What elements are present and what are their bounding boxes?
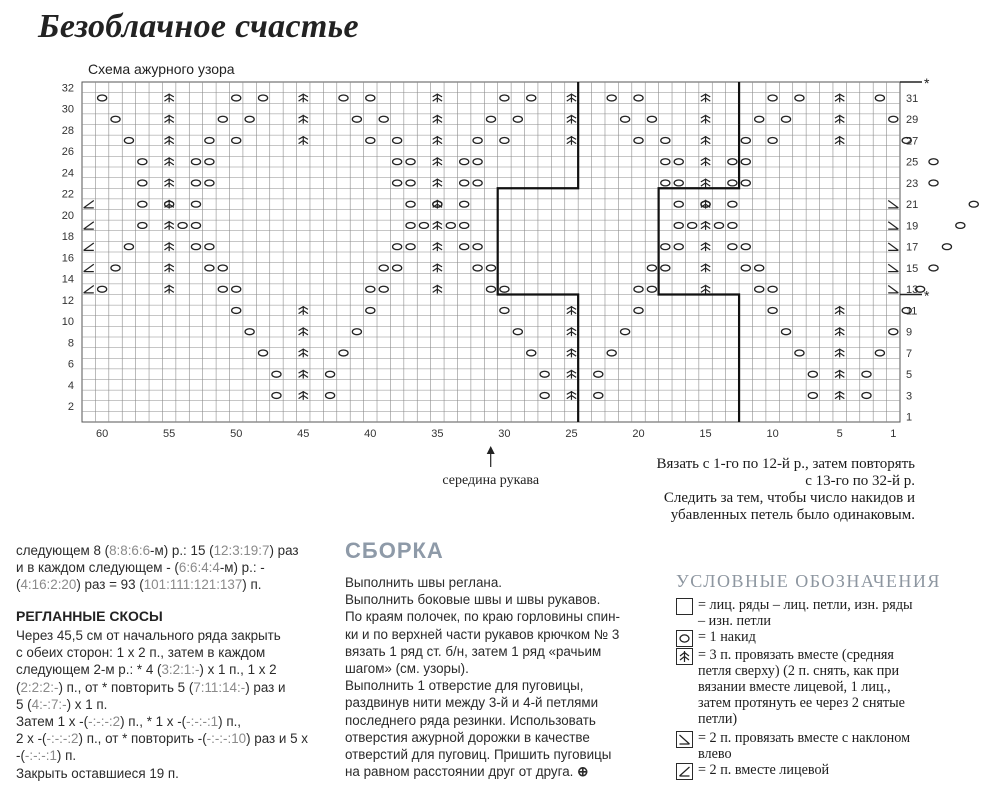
right-slant-icon [676,763,693,780]
text-segment: ) раз и [245,679,286,695]
instruction-line: Вязать с 1-го по 12-й р., затем повторять [656,456,915,472]
assembly-line: вязать 1 ряд ст. б/н, затем 1 ряд «рачьим [345,643,602,659]
legend-line: = лиц. ряды – лиц. петли, изн. ряды [698,597,913,613]
row-label-right: 25 [906,156,919,169]
yarn-over-mark [956,222,965,228]
repeat-marker: * [924,75,930,91]
row-label-left: 20 [61,209,74,222]
row-label-right: 17 [906,241,919,254]
text-segment: ) п. [242,577,262,593]
assembly-text [345,574,665,780]
row-label-right: 11 [906,305,918,318]
decrease-text [16,542,326,594]
sleeve-middle-label: середина рукава [442,473,540,488]
assembly-line: последнего ряда резинки. Использовать [345,712,596,728]
size-variant-value: -:-:-:1 [24,748,57,764]
empty-square-icon [676,598,693,615]
text-segment: следующем 8 ( [16,543,110,558]
column-label: 25 [565,428,578,440]
left-slant-icon [676,731,693,748]
row-label-left: 28 [61,124,74,137]
row-label-left: 26 [61,146,74,159]
instruction-line: убавленных петель было одинаковым. [670,507,915,523]
text-line [16,713,336,730]
legend-line: = 2 п. провязать вместе с наклоном [698,730,911,746]
text-line [16,644,336,661]
yarn-over-mark [942,244,951,250]
legend-line: – изн. петли [698,613,771,629]
assembly-title: СБОРКА [345,538,444,563]
text-line [16,696,336,713]
size-variant-value: 8:8:6:6 [109,543,151,558]
row-label-right: 7 [906,347,913,360]
size-variant-value: 101:111:121:137 [143,577,243,593]
row-label-right: 15 [906,262,919,275]
row-label-right: 5 [906,369,913,382]
column-label: 10 [766,428,779,440]
text-segment: ( [16,679,21,695]
text-segment: ) раз [269,543,299,558]
instruction-line: Следить за тем, чтобы число накидов и [663,490,915,506]
assembly-line: на равном расстоянии друг от друга. ⊕ [345,764,589,780]
assembly-line: ки и по верхней части рукавов крючком № 3 [345,626,620,642]
sleeve-middle-arrowhead [487,446,495,454]
row-label-left: 6 [67,358,74,371]
legend-line: затем протянуть ее через 2 снятые [698,695,905,711]
row-label-left: 14 [61,273,74,286]
chart-instructions [560,456,915,524]
text-segment: ) п. [56,748,77,764]
text-segment: 5 ( [16,696,32,712]
row-label-right: 23 [906,177,919,190]
row-label-left: 18 [61,231,74,244]
text-segment: Закрыть оставшиеся 19 п. [16,765,179,781]
row-label-left: 8 [67,337,74,350]
text-segment: 2 х -( [16,731,47,747]
row-label-left: 24 [61,167,74,180]
text-line [16,559,326,576]
legend-text [698,629,983,645]
legend-text [698,762,983,778]
row-label-right: 29 [906,114,919,127]
page-title: Безоблачное счастье [38,8,359,45]
text-segment: ) п., [218,714,242,730]
text-line [16,679,336,696]
yarn-over-mark [929,159,938,165]
size-variant-value: 2:2:2:- [20,679,59,695]
row-label-left: 10 [61,316,74,329]
row-label-left: 2 [67,401,74,414]
row-label-right: 1 [906,411,913,424]
text-segment: и в каждом следующем - ( [16,560,179,576]
legend-line: = 3 п. провязать вместе (средняя [698,647,894,663]
size-variant-value: 12:3:19:7 [213,543,270,558]
legend-text [698,730,983,762]
row-label-left: 4 [67,379,74,392]
raglan-heading: РЕГЛАННЫЕ СКОСЫ [16,608,163,624]
column-label: 15 [699,428,712,440]
text-segment: ( [16,577,21,593]
text-line [16,765,336,782]
row-label-right: 13 [906,284,919,297]
column-label: 60 [95,428,109,440]
row-label-left: 12 [61,294,74,307]
text-segment: ) п., от * повторить 5 ( [58,679,194,695]
legend-text [698,647,983,727]
text-line [16,661,336,678]
assembly-line: Выполнить боковые швы и швы рукавов. [345,592,601,608]
assembly-line: Выполнить швы реглана. [345,575,502,590]
legend-line: петля сверху) (2 п. снять, как при [698,663,900,679]
text-line [16,576,326,593]
text-segment: следующем 2-м р.: * 4 ( [16,662,162,678]
legend-line: влево [698,746,732,762]
text-line [16,730,336,747]
yarn-over-mark [929,180,938,186]
row-label-right: 9 [906,326,913,339]
text-segment: ) раз = 93 ( [76,577,144,593]
text-line [16,542,326,559]
row-label-left: 32 [61,82,74,95]
size-variant-value: 4:-:7:- [31,696,67,712]
row-label-right: 21 [906,199,919,212]
row-label-left: 30 [61,103,74,116]
yarn-over-mark [969,201,978,207]
legend-line: = 1 накид [698,629,756,645]
legend-line: петли) [698,711,738,727]
row-label-left: 22 [61,188,74,201]
yarn-over-icon [676,630,693,647]
column-label: 5 [836,428,843,440]
repeat-marker: * [924,287,930,304]
text-line [16,747,336,764]
text-segment: ) х 1 п. [66,696,108,712]
column-label: 50 [230,428,243,440]
assembly-line: По краям полочек, по краю горловины спин- [345,609,620,625]
assembly-line: отверстия ажурной дорожки в качестве [345,729,590,745]
text-segment: ) п., от * повторить -( [78,731,207,747]
column-label: 40 [364,428,377,440]
text-segment: -м) р.: 15 ( [150,543,214,558]
column-label: 45 [297,428,310,440]
assembly-line: отверстий для пуговиц. Пришить пуговицы [345,747,612,763]
legend-line: = 2 п. вместе лицевой [698,762,830,778]
size-variant-value: 4:16:2:20 [20,577,77,593]
assembly-line: шагом» (см. узоры). [345,661,469,677]
row-label-right: 31 [906,92,919,105]
row-label-right: 3 [906,390,913,403]
chart-caption: Схема ажурного узора [88,61,235,77]
legend-text [698,597,983,629]
text-segment: Затем 1 х -( [16,714,89,730]
size-variant-value: 7:11:14:- [193,679,246,695]
row-label-left: 16 [61,252,74,265]
assembly-line: раздвинув нити между 3-й и 4-й петлями [345,695,599,711]
size-variant-value: 3:2:1:- [161,662,200,678]
column-label: 35 [431,428,444,440]
column-label: 1 [890,428,897,440]
text-segment: ) раз и 5 х [246,731,308,747]
text-segment: Через 45,5 см от начального ряда закрыть [16,628,281,643]
text-segment: с обеих сторон: 1 х 2 п., затем в каждом [16,645,266,661]
row-label-right: 27 [906,135,919,148]
legend-line: вязании вместе лицевой, 1 лиц., [698,679,891,695]
size-variant-value: -:-:-:2 [88,714,121,730]
three-together-icon [676,648,693,665]
yarn-over-mark [929,265,938,271]
column-label: 20 [632,428,645,440]
size-variant-value: 6:6:4:4 [178,560,220,576]
legend-title: УСЛОВНЫЕ ОБОЗНАЧЕНИЯ [676,571,941,591]
text-segment: ) п., * 1 х -( [120,714,187,730]
raglan-text [16,627,336,782]
column-label: 30 [498,428,511,440]
text-line [16,627,336,644]
text-segment: -м) р.: - [219,560,265,576]
assembly-line: Выполнить 1 отверстие для пуговицы, [345,678,584,694]
row-label-right: 19 [906,220,919,233]
text-segment: ) х 1 п., 1 х 2 [199,662,277,678]
size-variant-value: -:-:-:2 [46,731,79,747]
size-variant-value: -:-:-:1 [186,714,219,730]
button-symbol-icon: ⊕ [573,764,589,780]
column-label: 55 [163,428,176,440]
size-variant-value: -:-:-:10 [206,731,247,747]
text-segment: -( [16,748,25,764]
instruction-line: с 13-го по 32-й р. [805,473,915,489]
